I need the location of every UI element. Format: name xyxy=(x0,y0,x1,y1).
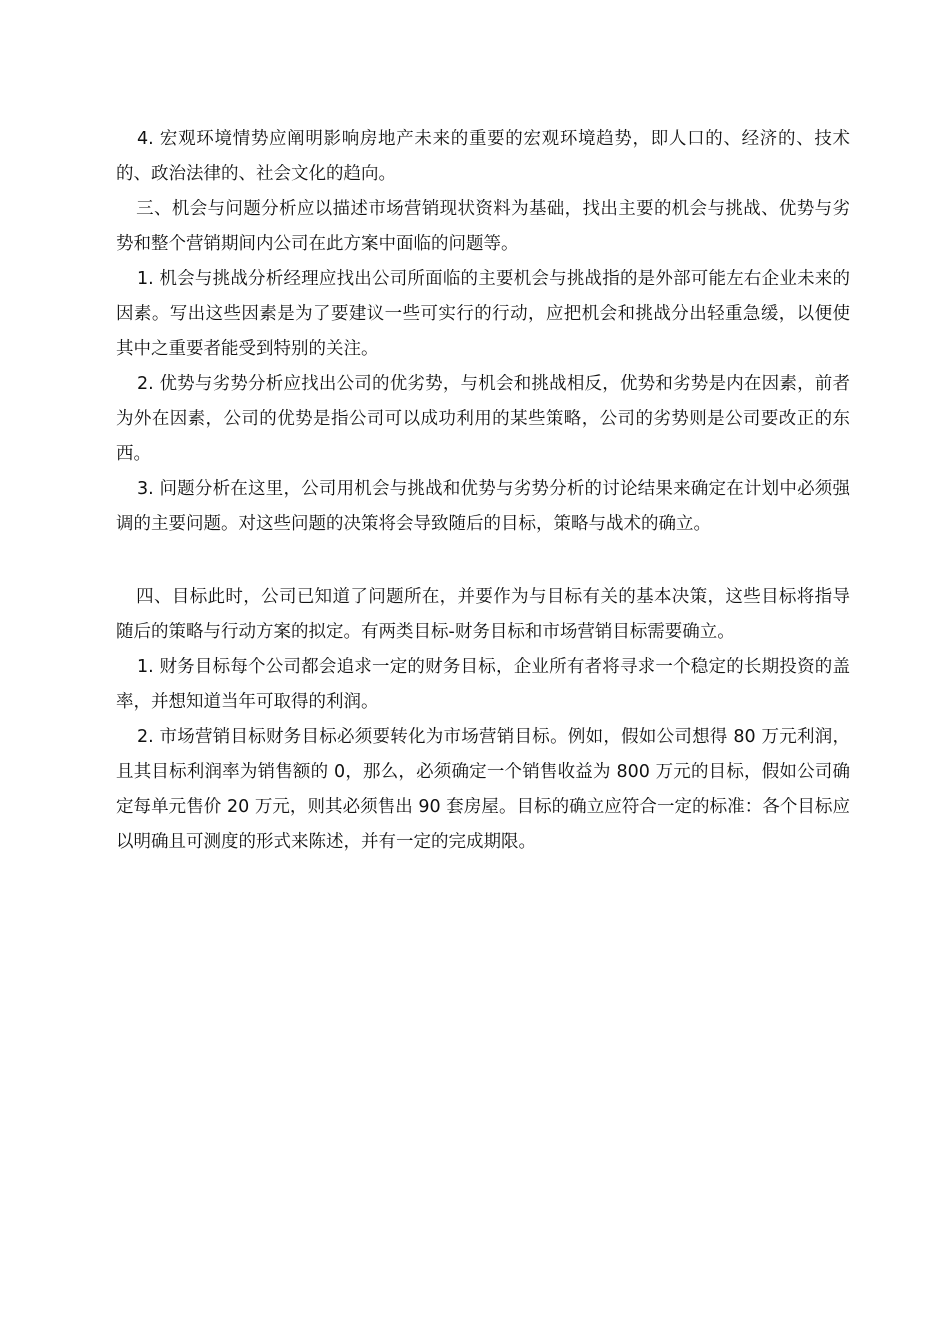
paragraph-opportunity-challenge: 1. 机会与挑战分析经理应找出公司所面临的主要机会与挑战指的是外部可能左右企业未来的因素。写出这些因素是为了要建议一些可实行的行动，应把机会和挑战分出轻重急缓，以便使其中之重要者能受到特别的关注。 xyxy=(116,269,850,359)
paragraph-marketing-objectives: 2. 市场营销目标财务目标必须要转化为市场营销目标。例如，假如公司想得 80 万元利润，且其目标利润率为销售额的 0，那么，必须确定一个销售收益为 800 万元的目标，假如公司确定每单元售价 20 万元，则其必须售出 90 套房屋。目标的确立应符合一定的标准：各个目标应以明确且可测度的形式来陈述，并有一定的完成期限。 xyxy=(116,727,850,852)
section-heading-opportunity-analysis: 三、机会与问题分析应以描述市场营销现状资料为基础，找出主要的机会与挑战、优势与劣势和整个营销期间内公司在此方案中面临的问题等。 xyxy=(116,199,850,254)
paragraph-financial-objectives: 1. 财务目标每个公司都会追求一定的财务目标，企业所有者将寻求一个稳定的长期投资的盖率，并想知道当年可取得的利润。 xyxy=(116,657,850,712)
paragraph-spacer xyxy=(116,542,850,580)
paragraph-strength-weakness: 2. 优势与劣势分析应找出公司的优劣势，与机会和挑战相反，优势和劣势是内在因素，前者为外在因素，公司的优势是指公司可以成功利用的某些策略，公司的劣势则是公司要改正的东西。 xyxy=(116,374,850,464)
document-body xyxy=(116,122,850,860)
paragraph-problem-analysis: 3. 问题分析在这里，公司用机会与挑战和优势与劣势分析的讨论结果来确定在计划中必须强调的主要问题。对这些问题的决策将会导致随后的目标，策略与战术的确立。 xyxy=(116,479,850,534)
section-heading-objectives: 四、目标此时，公司已知道了问题所在，并要作为与目标有关的基本决策，这些目标将指导随后的策略与行动方案的拟定。有两类目标-财务目标和市场营销目标需要确立。 xyxy=(116,587,850,642)
paragraph-macro-environment: 4. 宏观环境情势应阐明影响房地产未来的重要的宏观环境趋势，即人口的、经济的、技术的、政治法律的、社会文化的趋向。 xyxy=(116,129,850,184)
